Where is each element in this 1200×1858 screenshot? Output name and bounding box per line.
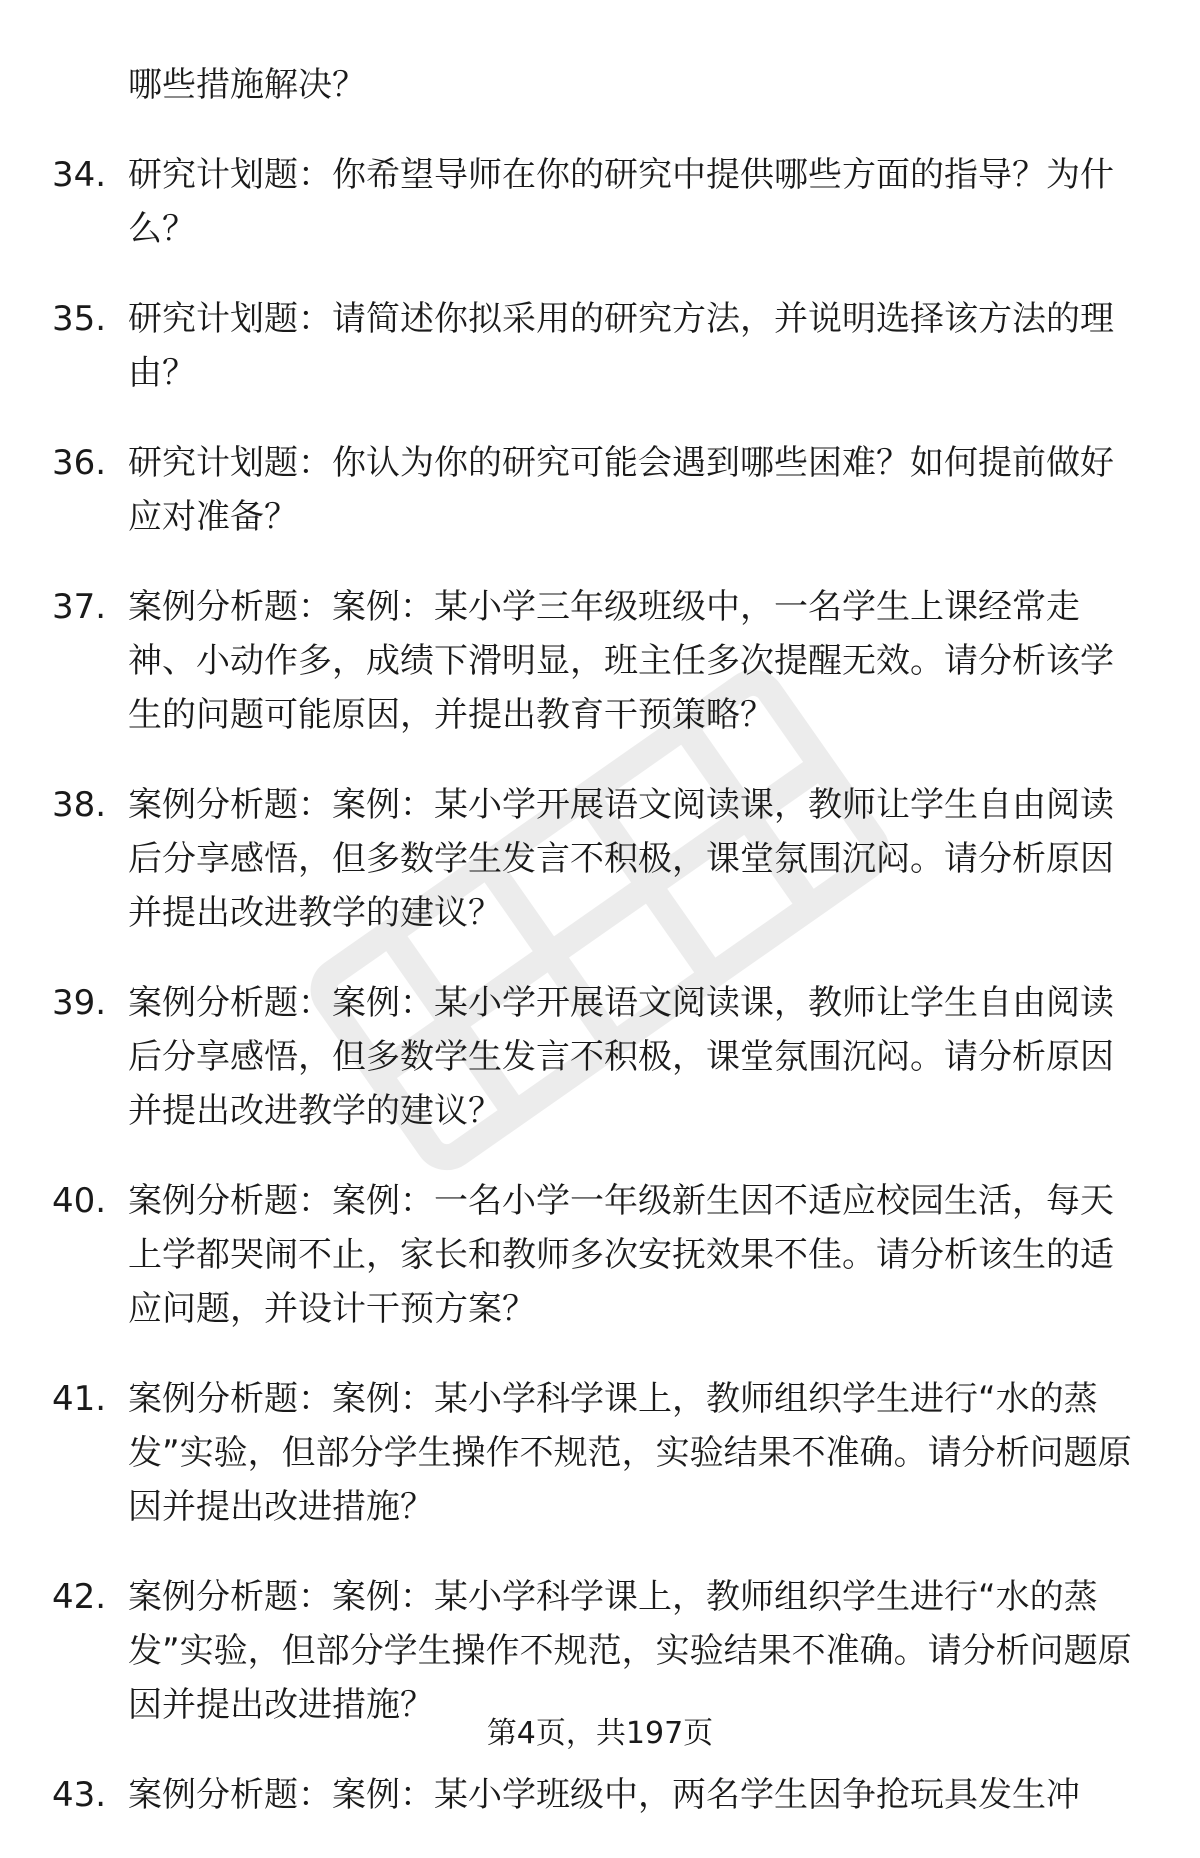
question-item [52, 436, 1142, 544]
question-text: 案例分析题：案例：某小学科学课上，教师组织学生进行“水的蒸发”实验，但部分学生操作不规范，实验结果不准确。请分析问题原因并提出改进措施？ [128, 1577, 1132, 1725]
question-number: 36. [52, 443, 107, 483]
question-item [52, 1372, 1142, 1534]
question-text: 案例分析题：案例：某小学开展语文阅读课，教师让学生自由阅读后分享感悟，但多数学生发言不积极，课堂氛围沉闷。请分析原因并提出改进教学的建议？ [128, 785, 1114, 933]
question-item [52, 976, 1142, 1138]
question-text: 案例分析题：案例：某小学班级中，两名学生因争抢玩具发生冲 [128, 1775, 1080, 1815]
question-item [52, 1570, 1142, 1732]
question-item [52, 580, 1142, 742]
question-text: 研究计划题：你希望导师在你的研究中提供哪些方面的指导？为什么？ [128, 155, 1114, 249]
question-number: 37. [52, 587, 107, 627]
question-text: 案例分析题：案例：某小学科学课上，教师组织学生进行“水的蒸发”实验，但部分学生操作不规范，实验结果不准确。请分析问题原因并提出改进措施？ [128, 1379, 1132, 1527]
question-text: 研究计划题：你认为你的研究可能会遇到哪些困难？如何提前做好应对准备？ [128, 443, 1114, 537]
question-number: 34. [52, 155, 107, 195]
question-number: 42. [52, 1577, 107, 1617]
question-number: 38. [52, 785, 107, 825]
question-number: 35. [52, 299, 107, 339]
question-number: 40. [52, 1181, 107, 1221]
question-number: 39. [52, 983, 107, 1023]
question-number: 43. [52, 1775, 107, 1815]
question-item [52, 1174, 1142, 1336]
question-item [52, 148, 1142, 256]
question-list [52, 58, 1142, 1858]
question-text: 研究计划题：请简述你拟采用的研究方法，并说明选择该方法的理由？ [128, 299, 1114, 393]
continued-text: 哪些措施解决？ [128, 65, 366, 105]
question-item [52, 778, 1142, 940]
page-footer: 第4页，共197页 [486, 1716, 714, 1751]
question-text: 案例分析题：案例：某小学三年级班级中，一名学生上课经常走神、小动作多，成绩下滑明显，班主任多次提醒无效。请分析该学生的问题可能原因，并提出教育干预策略？ [128, 587, 1114, 735]
question-number: 41. [52, 1379, 107, 1419]
question-item [52, 292, 1142, 400]
question-text: 案例分析题：案例：一名小学一年级新生因不适应校园生活，每天上学都哭闹不止，家长和教师多次安抚效果不佳。请分析该生的适应问题，并设计干预方案？ [128, 1181, 1114, 1329]
question-item [52, 1768, 1142, 1822]
question-text: 案例分析题：案例：某小学开展语文阅读课，教师让学生自由阅读后分享感悟，但多数学生发言不积极，课堂氛围沉闷。请分析原因并提出改进教学的建议？ [128, 983, 1114, 1131]
